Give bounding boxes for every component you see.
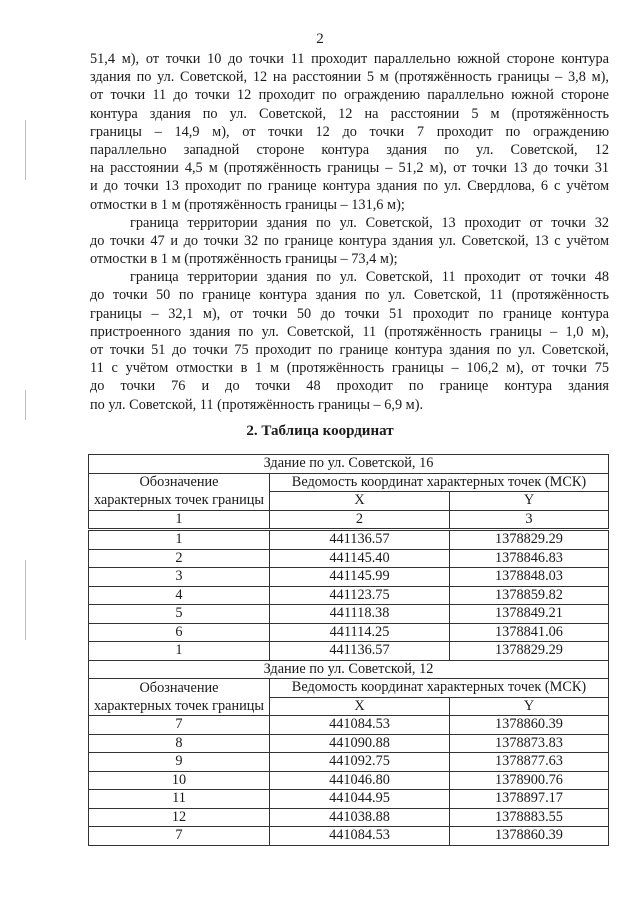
- point-cell: 3: [89, 568, 270, 587]
- point-cell: 2: [89, 549, 270, 568]
- table-header-row: [89, 492, 609, 511]
- y-cell: 1378829.29: [450, 530, 609, 550]
- header-y: Y: [450, 697, 609, 716]
- y-cell: 1378860.39: [450, 716, 609, 735]
- header-x: X: [270, 492, 450, 511]
- column-number: 1: [89, 510, 270, 530]
- point-cell: 1: [89, 642, 270, 661]
- text-line: от точки 11 до точки 12 проходит по ограждению параллельно южной стороне: [90, 87, 609, 104]
- table-header-row: [89, 473, 609, 492]
- table-row: [89, 716, 609, 735]
- header-point-label: Обозначение: [89, 679, 270, 698]
- text-line: отмостки в 1 м (протяжённость границы – 73,4 м);: [90, 251, 398, 268]
- x-cell: 441136.57: [270, 530, 450, 550]
- y-cell: 1378841.06: [450, 623, 609, 642]
- text-line: пристроенного здания по ул. Советской, 11 (протяжённость границы – 1,0 м),: [90, 323, 609, 340]
- text-line: на расстоянии 4,5 м (протяжённость границы – 51,2 м), от точки 13 до точки 31: [90, 160, 609, 177]
- text-line: 11 с учётом отмостки в 1 м (протяжённость границы – 106,2 м), от точки 75: [90, 360, 609, 377]
- y-cell: 1378877.63: [450, 753, 609, 772]
- header-point-label: Обозначение: [89, 473, 270, 492]
- point-cell: 7: [89, 827, 270, 846]
- table-row: [89, 790, 609, 809]
- table-row: [89, 530, 609, 550]
- point-cell: 7: [89, 716, 270, 735]
- y-cell: 1378848.03: [450, 568, 609, 587]
- page-number: 2: [316, 31, 324, 47]
- y-cell: 1378846.83: [450, 549, 609, 568]
- table-header-row: [89, 679, 609, 698]
- building-title: Здание по ул. Советской, 16: [89, 455, 609, 474]
- x-cell: 441145.99: [270, 568, 450, 587]
- text-line: параллельно западной стороне контура здания по ул. Советской, 12: [90, 141, 609, 158]
- text-line: до точки 47 и до точки 32 по границе контура здания ул. Советской, 13 с учётом: [90, 232, 609, 249]
- table-row: [89, 753, 609, 772]
- table-row: [89, 605, 609, 624]
- table-header-row: [89, 697, 609, 716]
- point-cell: 4: [89, 586, 270, 605]
- text-line: до точки 76 и до точки 48 проходит по границе контура здания: [90, 378, 609, 395]
- y-cell: 1378849.21: [450, 605, 609, 624]
- header-x: X: [270, 697, 450, 716]
- table-row: [89, 734, 609, 753]
- point-cell: 5: [89, 605, 270, 624]
- x-cell: 441044.95: [270, 790, 450, 809]
- table-row: [89, 568, 609, 587]
- x-cell: 441046.80: [270, 771, 450, 790]
- section-heading: 2. Таблица координат: [246, 423, 394, 439]
- point-cell: 11: [89, 790, 270, 809]
- y-cell: 1378883.55: [450, 808, 609, 827]
- y-cell: 1378829.29: [450, 642, 609, 661]
- header-y: Y: [450, 492, 609, 511]
- header-coords-label: Ведомость координат характерных точек (МСК): [270, 473, 609, 492]
- table-row: [89, 549, 609, 568]
- text-line: здания по ул. Советской, 12 на расстоянии 5 м (протяжённость границы – 3,8 м),: [90, 69, 609, 86]
- margin-mark: [25, 120, 26, 180]
- building-title-row: [89, 660, 609, 679]
- header-coords-label: Ведомость координат характерных точек (МСК): [270, 679, 609, 698]
- text-line: и до точки 13 проходит по границе контура здания по ул. Свердлова, 6 с учётом: [90, 178, 609, 195]
- table-row: [89, 586, 609, 605]
- text-line: границы – 32,1 м), от точки 50 до точки 51 проходит по границе контура: [90, 305, 609, 322]
- x-cell: 441092.75: [270, 753, 450, 772]
- x-cell: 441114.25: [270, 623, 450, 642]
- column-number: 2: [270, 510, 450, 530]
- text-line: граница территории здания по ул. Советской, 11 проходит от точки 48: [130, 269, 609, 286]
- y-cell: 1378873.83: [450, 734, 609, 753]
- table-row: [89, 808, 609, 827]
- table-row: [89, 642, 609, 661]
- x-cell: 441084.53: [270, 716, 450, 735]
- point-cell: 10: [89, 771, 270, 790]
- x-cell: 441136.57: [270, 642, 450, 661]
- x-cell: 441038.88: [270, 808, 450, 827]
- body-text: [90, 50, 609, 414]
- text-line: отмостки в 1 м (протяжённость границы – 131,6 м);: [90, 196, 405, 213]
- point-cell: 9: [89, 753, 270, 772]
- y-cell: 1378900.76: [450, 771, 609, 790]
- table-row: [89, 827, 609, 846]
- text-line: до точки 50 по границе контура здания по ул. Советской, 11 (протяжённость: [90, 287, 609, 304]
- margin-mark: [25, 560, 26, 640]
- x-cell: 441090.88: [270, 734, 450, 753]
- y-cell: 1378860.39: [450, 827, 609, 846]
- x-cell: 441145.40: [270, 549, 450, 568]
- text-line: границы – 14,9 м), от точки 12 до точки 7 проходит по ограждению: [90, 123, 609, 140]
- point-cell: 8: [89, 734, 270, 753]
- building-title-row: [89, 455, 609, 474]
- header-point-label: характерных точек границы: [89, 492, 270, 511]
- x-cell: 441118.38: [270, 605, 450, 624]
- header-point-label: характерных точек границы: [89, 697, 270, 716]
- text-line: контура здания по ул. Советской, 12 на расстоянии 5 м (протяжённость: [90, 105, 609, 122]
- y-cell: 1378897.17: [450, 790, 609, 809]
- x-cell: 441123.75: [270, 586, 450, 605]
- text-line: по ул. Советской, 11 (протяжённость границы – 6,9 м).: [90, 396, 424, 413]
- table-row: [89, 771, 609, 790]
- text-line: от точки 51 до точки 75 проходит по границе контура здания по ул. Советской,: [90, 342, 609, 358]
- column-number: 3: [450, 510, 609, 530]
- text-line: граница территории здания по ул. Советской, 13 проходит от точки 32: [130, 214, 609, 231]
- y-cell: 1378859.82: [450, 586, 609, 605]
- text-line: 51,4 м), от точки 10 до точки 11 проходит параллельно южной стороне контура: [90, 51, 609, 67]
- table-row: [89, 623, 609, 642]
- coordinates-table: [88, 454, 609, 846]
- point-cell: 12: [89, 808, 270, 827]
- margin-mark: [25, 390, 26, 420]
- building-title: Здание по ул. Советской, 12: [89, 660, 609, 679]
- x-cell: 441084.53: [270, 827, 450, 846]
- point-cell: 1: [89, 530, 270, 550]
- point-cell: 6: [89, 623, 270, 642]
- column-number-row: [89, 510, 609, 530]
